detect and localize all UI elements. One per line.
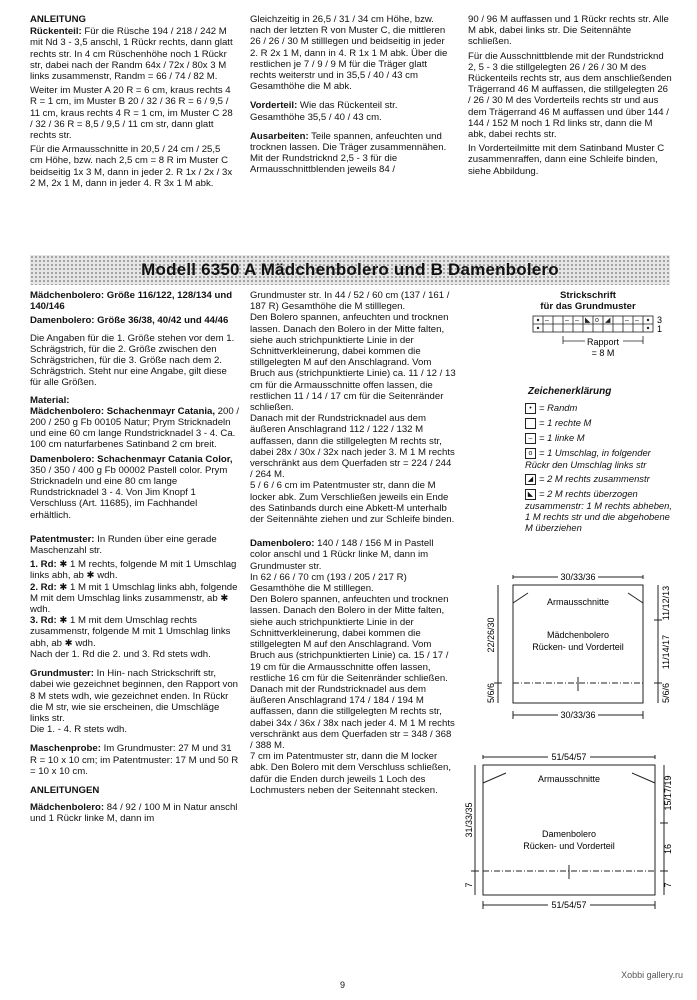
grundmuster-label: Grundmuster:	[30, 668, 94, 680]
paragraph: Die Angaben für die 1. Größe stehen vor dem 1. Schrägstrich, für die 2. Größe zwischen den Schrägstrichen, für die 3. Größe nach dem 2. Schrägstrich. Steht nur eine Angabe, gilt diese für alle Größen.	[30, 332, 235, 389]
sizes-girl: 116/122, 128/134 und 140/146	[30, 290, 233, 313]
material-heading: Material:	[30, 394, 70, 406]
paragraph: ✱ 1 M mit dem Umschlag rechts zusammenstr, folgende M mit 1 Umschlag links abh, ab ✱ wdh.	[30, 615, 231, 649]
paragraph: 200 / 200 / 250 g Fb 00105 Natur; Prym Stricknadeln und eine 60 cm lange Rundstricknadel 3 - 4. Ca. 100 cm naturfarbenes Satinband 2 cm breit.	[30, 405, 240, 451]
banner-title: Modell 6350 A Mädchenbolero und B Damenbolero	[141, 260, 559, 279]
paragraph: 84 / 92 / 100 M in Natur anschl und 1 Rückr linke M, dann im	[30, 802, 238, 825]
diagram2-left-low: 7	[464, 882, 474, 888]
diagram2-label1: Damenbolero	[541, 829, 597, 839]
paragraph: Danach mit der Rundstricknadel aus dem äußeren Anschlagrand 174 / 184 / 194 M auffassen, dann die stillgelegten M rechts str, dabei 34x / 36x / 38x nach jeder 4. M 1 M rechts verschränkt aus dem Querfaden str = 348 / 368 / 388 M.	[250, 683, 455, 751]
paragraph: ✱ 1 M rechts, folgende M mit 1 Umschlag links abh, ab ✱ wdh.	[30, 559, 237, 582]
stitch-chart	[525, 312, 675, 370]
paragraph: Grundmuster str. In 44 / 52 / 60 cm (137 / 161 / 187 R) Gesamthöhe die M stilllegen.	[250, 290, 450, 313]
diagram1-top-width: 30/33/36	[560, 572, 596, 582]
paragraph: In 62 / 66 / 70 cm (193 / 205 / 217 R) Gesamthöhe die M stilllegen.	[250, 571, 407, 595]
legend-symbol-icon: o	[525, 448, 536, 459]
label-rueckenteil: Rückenteil:	[30, 26, 82, 38]
legend-item	[525, 432, 675, 444]
legend-symbol-icon: –	[525, 433, 536, 444]
diagram1-label2: Rücken- und Vorderteil	[532, 642, 624, 652]
diagram2-right-top: 15/17/19	[663, 775, 673, 811]
rapport-value: = 8 M	[591, 348, 615, 358]
paragraph: Danach mit der Rundstricknadel aus dem äußeren Anschlagrand 112 / 122 / 132 M auffassen, dann die stillgelegten M rechts str, dabei 28x / 30x / 32x nach jeder 3. M 1 M rechts verschränkt aus dem Querfaden str = 224 / 244 / 264 M.	[250, 413, 455, 481]
paragraph: Wie das Rückenteil str. Gesamthöhe 35,5 / 40 / 43 cm.	[250, 100, 398, 123]
legend-symbol-icon: ◣	[525, 489, 536, 500]
diagram-women-bolero	[464, 745, 673, 920]
model-banner	[30, 255, 670, 285]
legend-item	[525, 488, 675, 533]
top-column-1	[30, 14, 235, 192]
legend-item	[525, 473, 675, 485]
paragraph: Weiter im Muster A 20 R = 6 cm, kraus rechts 4 R = 1 cm, im Muster B 20 / 32 / 36 R = 6 / 9,5 / 11 cm, kraus rechts 4 R = 1 cm, im Muster C 28 / 32 / 36 R = 8,5 / 9,5 / 11 cm str, dann glatt rechts str.	[30, 85, 233, 142]
chart-title-line1: Strickschrift	[560, 290, 616, 301]
legend-text: = 2 M rechts überzogen zusammenstr: 1 M rechts abheben, 1 M rechts str und die abgehobene M überziehen	[525, 488, 672, 534]
rapport-label: Rapport	[586, 337, 620, 347]
stitch-chart-title	[528, 290, 648, 312]
legend-item	[525, 447, 675, 470]
paragraph: Für die Armausschnitte in 20,5 / 24 cm / 25,5 cm Höhe, bzw. nach 2,5 cm = 8 R im Muster C beidseitig 1x 3 M, dann in jeder 2. R 1x / 2x / 3x 2 M, 2x 1 M, dann in jeder 4. R 3x 1 M abk.	[30, 144, 233, 189]
paragraph: In Runden über eine gerade Maschenzahl str.	[30, 533, 217, 557]
label-ausarbeiten: Ausarbeiten:	[250, 130, 309, 142]
paragraph: Teile spannen, anfeuchten und trocknen lassen. Die Träger zusammennähen. Mit der Rundstricknd 2,5 - 3 für die Armausschnittblenden jeweils 84 /	[250, 130, 447, 176]
top-column-3	[468, 14, 673, 180]
round3-label: 3. Rd:	[30, 615, 57, 627]
diagram1-right-mid: 11/14/17	[661, 634, 671, 670]
sizes-women: Damenbolero: Größe 36/38, 40/42 und 44/46	[30, 315, 229, 327]
paragraph: Den Bolero spannen, anfeuchten und trocknen lassen. Danach den Bolero in der Mitte falten, siehe auch strichpunktierte Linie in der Schnittverkleinerung, dabei kommen die stillgelegten M auf den Anschlagrand. Vom Bruch aus (strichpunktierte Linie) ca. 11 / 12 / 13 cm für die Armausschnitte offen lassen, die restlichen 11 / 14 / 17 cm für die Seitenränder schließen.	[250, 312, 456, 414]
svg-text:–: –	[625, 317, 629, 324]
paragraph: Für die Ausschnittblende mit der Rundstricknd 2, 5 - 3 die stillgelegten 26 / 26 / 30 M des Rückenteils rechts str, aus dem anschließenden Trägerrand 46 M auffassen, die stillgelegten 26 / 26 / 30 M des Vorderteils rechts str und aus dem Trägerrand 46 M auffassen und über 144 / 144 / 152 M noch 1 Rd links str, dann die M abk, dabei rechts str.	[468, 50, 672, 141]
paragraph: Im Grundmuster: 27 M und 31 R = 10 x 10 cm; im Patentmuster: 17 M und 50 R = 10 x 10 cm.	[30, 743, 239, 777]
anleitungen-heading: ANLEITUNGEN	[30, 784, 100, 796]
sizes-girl-label: Mädchenbolero: Größe	[30, 290, 136, 301]
chart-row-3: 3	[657, 315, 663, 325]
label-vorderteil: Vorderteil:	[250, 100, 298, 112]
legend-symbol-icon: ◢	[525, 474, 536, 485]
svg-text:–: –	[575, 317, 579, 324]
diagram-girl-bolero	[468, 565, 673, 730]
legend-item	[525, 417, 675, 429]
diagram2-right-low: 7	[663, 882, 673, 888]
svg-text:o: o	[595, 317, 599, 324]
left-column	[30, 290, 240, 828]
paragraph: Gleichzeitig in 26,5 / 31 / 34 cm Höhe, bzw. nach der letzten R von Muster C, die mittleren 26 / 26 / 30 M stilllegen und beidseitig in jeder 2. R 2x 1 M, dann in 4. R 1x 1 M abk. Über die restlichen je 7 / 9 / 9 M für die Träger glatt rechts weiterstr und in 35,5 / 40 / 43 cm Gesamthöhe die M abk.	[250, 14, 448, 93]
legend-list	[525, 402, 675, 536]
top-column-2	[250, 14, 455, 179]
middle-column	[250, 290, 456, 799]
material-girl-label: Mädchenbolero: Schachenmayr Catania,	[30, 405, 215, 417]
diagram1-left-height: 22/26/30	[486, 617, 496, 653]
legend-text: = 1 Umschlag, in folgender Rückr den Umschlag links str	[525, 447, 651, 471]
paragraph: Den Bolero spannen, anfeuchten und trocknen lassen. Danach den Bolero in der Mitte falten, siehe auch strichpunktierte Linie in der Schnittverkleinerung, dabei kommen die stillgelegten M auf den Anschlagrand. Vom Bruch aus (strichpunktierten Linie) ca. 15 / 17 / 19 cm für die Armausschnitte offen lassen, restliche 16 cm für die Seitenränder schließen.	[250, 594, 449, 684]
legend-text: = 1 rechte M	[539, 417, 592, 429]
diagram1-armholes: Armausschnitte	[546, 597, 610, 607]
diagram2-left-height: 31/33/35	[464, 802, 474, 838]
diagram2-armholes: Armausschnitte	[537, 774, 601, 784]
svg-text:◣: ◣	[585, 317, 591, 324]
paragraph: In Hin- nach Strickschrift str, dabei wie gezeichnet beginnen, den Rapport von 8 M stets wdh, wie gezeichnet enden. In Rückr die M str, wie sie erscheinen, die Umschläge links str.	[30, 668, 239, 724]
diagram2-label2: Rücken- und Vorderteil	[523, 841, 615, 851]
legend-heading: Zeichenerklärung	[528, 386, 612, 397]
material-women-label: Damenbolero: Schachenmayr Catania Color,	[30, 453, 233, 465]
section-heading: ANLEITUNG	[30, 14, 86, 25]
legend-text: = Randm	[539, 402, 578, 413]
paragraph: 90 / 96 M auffassen und 1 Rückr rechts str. Alle M abk, dabei links str. Die Seitennähte schließen.	[468, 14, 669, 48]
diagram1-left-low: 5/6/6	[486, 682, 496, 704]
svg-text:–: –	[565, 317, 569, 324]
diagram2-right-mid: 16	[663, 843, 673, 855]
paragraph: ✱ 1 M mit 1 Umschlag links abh, folgende M mit dem Umschlag links zusammenstr, ab ✱ wdh.	[30, 581, 238, 616]
svg-text:–: –	[635, 317, 639, 324]
legend-symbol-icon	[525, 418, 536, 429]
diagram1-label1: Mädchenbolero	[546, 630, 610, 640]
legend-text: = 2 M rechts zusammenstr	[539, 473, 650, 485]
diagram1-right-top: 11/12/13	[661, 585, 671, 621]
paragraph: In Vorderteilmitte mit dem Satinband Muster C zusammenraffen, dann eine Schleife binden, siehe Abbildung.	[468, 143, 665, 177]
paragraph: Nach der 1. Rd die 2. und 3. Rd stets wdh.	[30, 648, 211, 660]
paragraph: 7 cm im Patentmuster str, dann die M locker abk. Den Bolero mit dem Verschluss schließen, dafür die Enden durch jeweils 1 Loch des Lochmusters neben der Seitennaht stecken.	[250, 751, 452, 796]
diagram2-bottom-width: 51/54/57	[551, 900, 587, 910]
site-watermark: Xobbi gallery.ru	[621, 970, 683, 980]
maschenprobe-label: Maschenprobe:	[30, 743, 101, 755]
legend-symbol-icon: •	[525, 403, 536, 414]
diagram1-right-low: 5/6/6	[661, 682, 671, 704]
round1-label: 1. Rd:	[30, 559, 57, 571]
girl-bolero-label: Mädchenbolero:	[30, 802, 105, 814]
paragraph: 5 / 6 / 6 cm im Patentmuster str, dann die M locker abk. Zum Verschließen jeweils ein Ende des Satinbands durch eine Abkett-M unterhalb der Seitennähte ziehen und zur Schleife binden.	[250, 480, 455, 526]
svg-text:◢: ◢	[605, 317, 611, 324]
svg-text:–: –	[545, 317, 549, 324]
diagram2-top-width: 51/54/57	[551, 752, 587, 762]
paragraph: 140 / 148 / 156 M in Pastell color anschl und 1 Rückr linke M, dann im Grundmuster str.	[250, 538, 434, 572]
legend-text: = 1 linke M	[539, 432, 585, 444]
round2-label: 2. Rd:	[30, 581, 57, 593]
paragraph: Die 1. - 4. R stets wdh.	[30, 724, 128, 736]
paragraph: 350 / 350 / 400 g Fb 00002 Pastell color. Prym Stricknadeln und eine 80 cm lange Rundstricknadel 3 - 4. Von Jim Knopf 1 Verschluss (Art. 11685), im Fachhandel erhältlich.	[30, 464, 228, 521]
women-bolero-label: Damenbolero:	[250, 538, 315, 550]
page-number: 9	[340, 980, 346, 990]
chart-row-1: 1	[657, 324, 663, 334]
patentmuster-label: Patentmuster:	[30, 533, 95, 545]
diagram1-bottom-width: 30/33/36	[560, 710, 596, 720]
legend-item	[525, 402, 675, 414]
paragraph: Für die Rüsche 194 / 218 / 242 M mit Nd 3 - 3,5 anschl, 1 Rückr rechts, dann glatt rechts str. In 4 cm Rüschenhöhe noch 1 Rückr str, dabei nach der Randm 64x / 72x / 80x 3 M links zusammenstr, Randm = 66 / 74 / 82 M.	[30, 26, 233, 83]
chart-title-line2: für das Grundmuster	[540, 301, 636, 312]
